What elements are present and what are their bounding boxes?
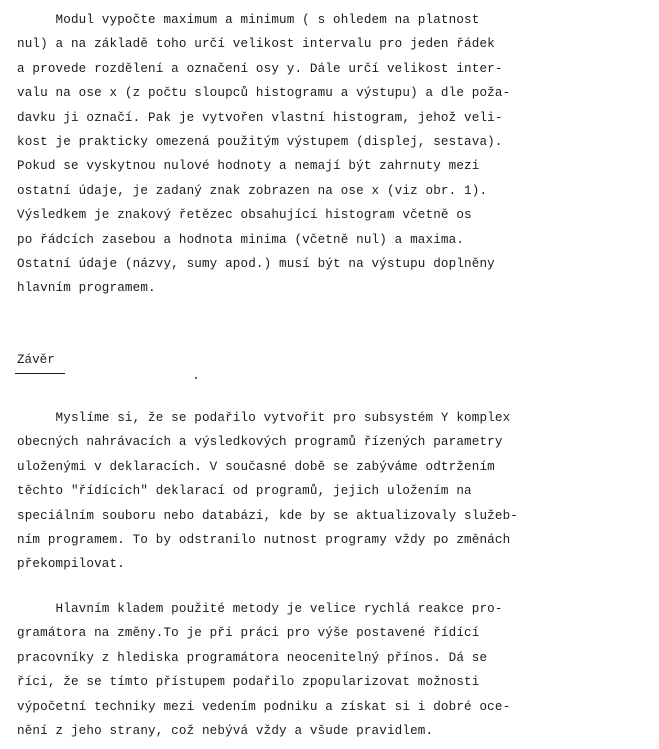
paragraph-conclusion-2 <box>17 597 510 743</box>
text-line: Ostatní údaje (názvy, sumy apod.) musí být na výstupu doplněny <box>17 257 495 272</box>
text-line: uloženými v deklaracích. V současné době se zabýváme odtržením <box>17 459 495 474</box>
text-line: po řádcích zasebou a hodnota minima (včetně nul) a maxima. <box>17 232 465 247</box>
paragraph-histogram-module <box>17 8 510 301</box>
text-line: pracovníky z hlediska programátora neocenitelný přínos. Dá se <box>17 650 488 665</box>
text-line: výpočetní techniky mezi vedením podniku a získat si i dobré oce- <box>17 699 511 714</box>
text-line: Hlavním kladem použité metody je velice rychlá reakce pro- <box>17 602 503 616</box>
heading-underline <box>15 373 65 374</box>
text-line: Modul vypočte maximum a minimum ( s ohledem na platnost <box>17 13 480 27</box>
text-line: valu na ose x (z počtu sloupců histogramu a výstupu) a dle poža- <box>17 86 511 101</box>
text-line: kost je prakticky omezená použitým výstupem (displej, sestava). <box>17 135 503 150</box>
scan-speck <box>195 377 197 379</box>
text-line: ním programem. To by odstranilo nutnost programy vždy po změnách <box>17 533 511 548</box>
text-line: překompilovat. <box>17 557 125 572</box>
text-line: davku ji označí. Pak je vytvořen vlastní histogram, jehož veli- <box>17 110 503 125</box>
text-line: obecných nahrávacích a výsledkových programů řízených parametry <box>17 435 503 450</box>
text-line: Pokud se vyskytnou nulové hodnoty a nemají být zahrnuty mezi <box>17 159 480 174</box>
text-line: nul) a na základě toho určí velikost intervalu pro jeden řádek <box>17 37 495 52</box>
text-line: těchto "řídících" deklarací od programů, jejich uložením na <box>17 484 472 499</box>
section-heading: Závěr <box>17 353 55 367</box>
text-line: hlavním programem. <box>17 281 156 296</box>
text-line: nění z jeho strany, což nebývá vždy a všude pravidlem. <box>17 724 434 739</box>
paragraph-conclusion-1 <box>17 406 518 577</box>
text-line: Myslíme si, že se podařilo vytvořit pro subsystém Y komplex <box>17 411 511 425</box>
text-line: a provede rozdělení a označení osy y. Dále určí velikost inter- <box>17 61 503 76</box>
text-line: gramátora na změny.To je při práci pro výše postavené řídící <box>17 626 480 641</box>
text-line: Výsledkem je znakový řetězec obsahující histogram včetně os <box>17 208 472 223</box>
text-line: ostatní údaje, je zadaný znak zobrazen na ose x (viz obr. 1). <box>17 183 488 198</box>
text-line: říci, že se tímto přístupem podařilo zpopularizovat možnosti <box>17 675 480 690</box>
text-line: speciálním souboru nebo databázi, kde by se aktualizovaly služeb- <box>17 508 518 523</box>
